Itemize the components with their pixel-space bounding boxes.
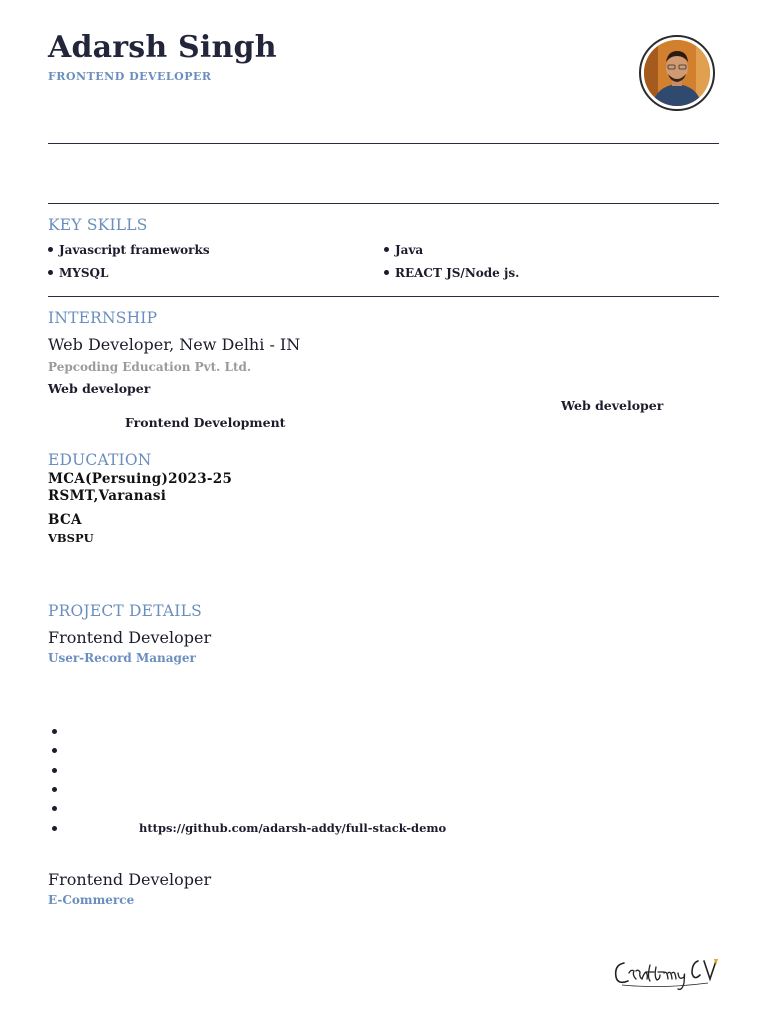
skill-label: Javascript frameworks [59, 243, 210, 257]
skill-item [48, 243, 210, 257]
internship-company: Pepcoding Education Pvt. Ltd. [48, 360, 252, 374]
craftmycv-logo [612, 955, 722, 995]
project-subtitle: User-Record Manager [48, 651, 196, 665]
bullet-icon [52, 748, 57, 753]
education-institute: RSMT,Varanasi [48, 488, 167, 504]
bullet-icon [52, 806, 57, 811]
skill-label: REACT JS/Node js. [395, 266, 520, 280]
skill-label: Java [395, 243, 424, 257]
education-institute: VBSPU [48, 531, 94, 545]
profile-photo [644, 40, 710, 106]
bullet-icon [48, 247, 53, 252]
bullet-icon [52, 826, 57, 831]
candidate-role: FRONTEND DEVELOPER [48, 70, 212, 83]
internship-role: Web developer [48, 381, 151, 396]
bullet-icon [52, 729, 57, 734]
divider [48, 296, 719, 297]
section-heading-education: EDUCATION [48, 451, 152, 469]
divider [48, 203, 719, 204]
internship-role-secondary: Web developer [561, 398, 664, 413]
skill-label: MYSQL [59, 266, 109, 280]
section-heading-projects: PROJECT DETAILS [48, 602, 202, 620]
candidate-name: Adarsh Singh [48, 30, 277, 65]
section-heading-skills: KEY SKILLS [48, 216, 148, 234]
project-title: Frontend Developer [48, 628, 212, 647]
avatar [639, 35, 715, 111]
skill-item [48, 266, 108, 280]
bullet-icon [52, 787, 57, 792]
education-degree: MCA(Persuing)2023-25 [48, 471, 233, 487]
internship-title: Web Developer, New Delhi - IN [48, 335, 301, 354]
bullet-icon [48, 270, 53, 275]
divider [48, 143, 719, 144]
skill-item [384, 266, 519, 280]
project-link[interactable]: https://github.com/adarsh-addy/full-stack-demo [139, 821, 447, 835]
bullet-icon [52, 768, 57, 773]
internship-focus: Frontend Development [125, 415, 286, 430]
bullet-icon [384, 247, 389, 252]
skill-item [384, 243, 423, 257]
section-heading-internship: INTERNSHIP [48, 309, 158, 327]
education-degree: BCA [48, 512, 82, 528]
bullet-icon [384, 270, 389, 275]
project-title: Frontend Developer [48, 870, 212, 889]
project-subtitle: E-Commerce [48, 893, 135, 907]
